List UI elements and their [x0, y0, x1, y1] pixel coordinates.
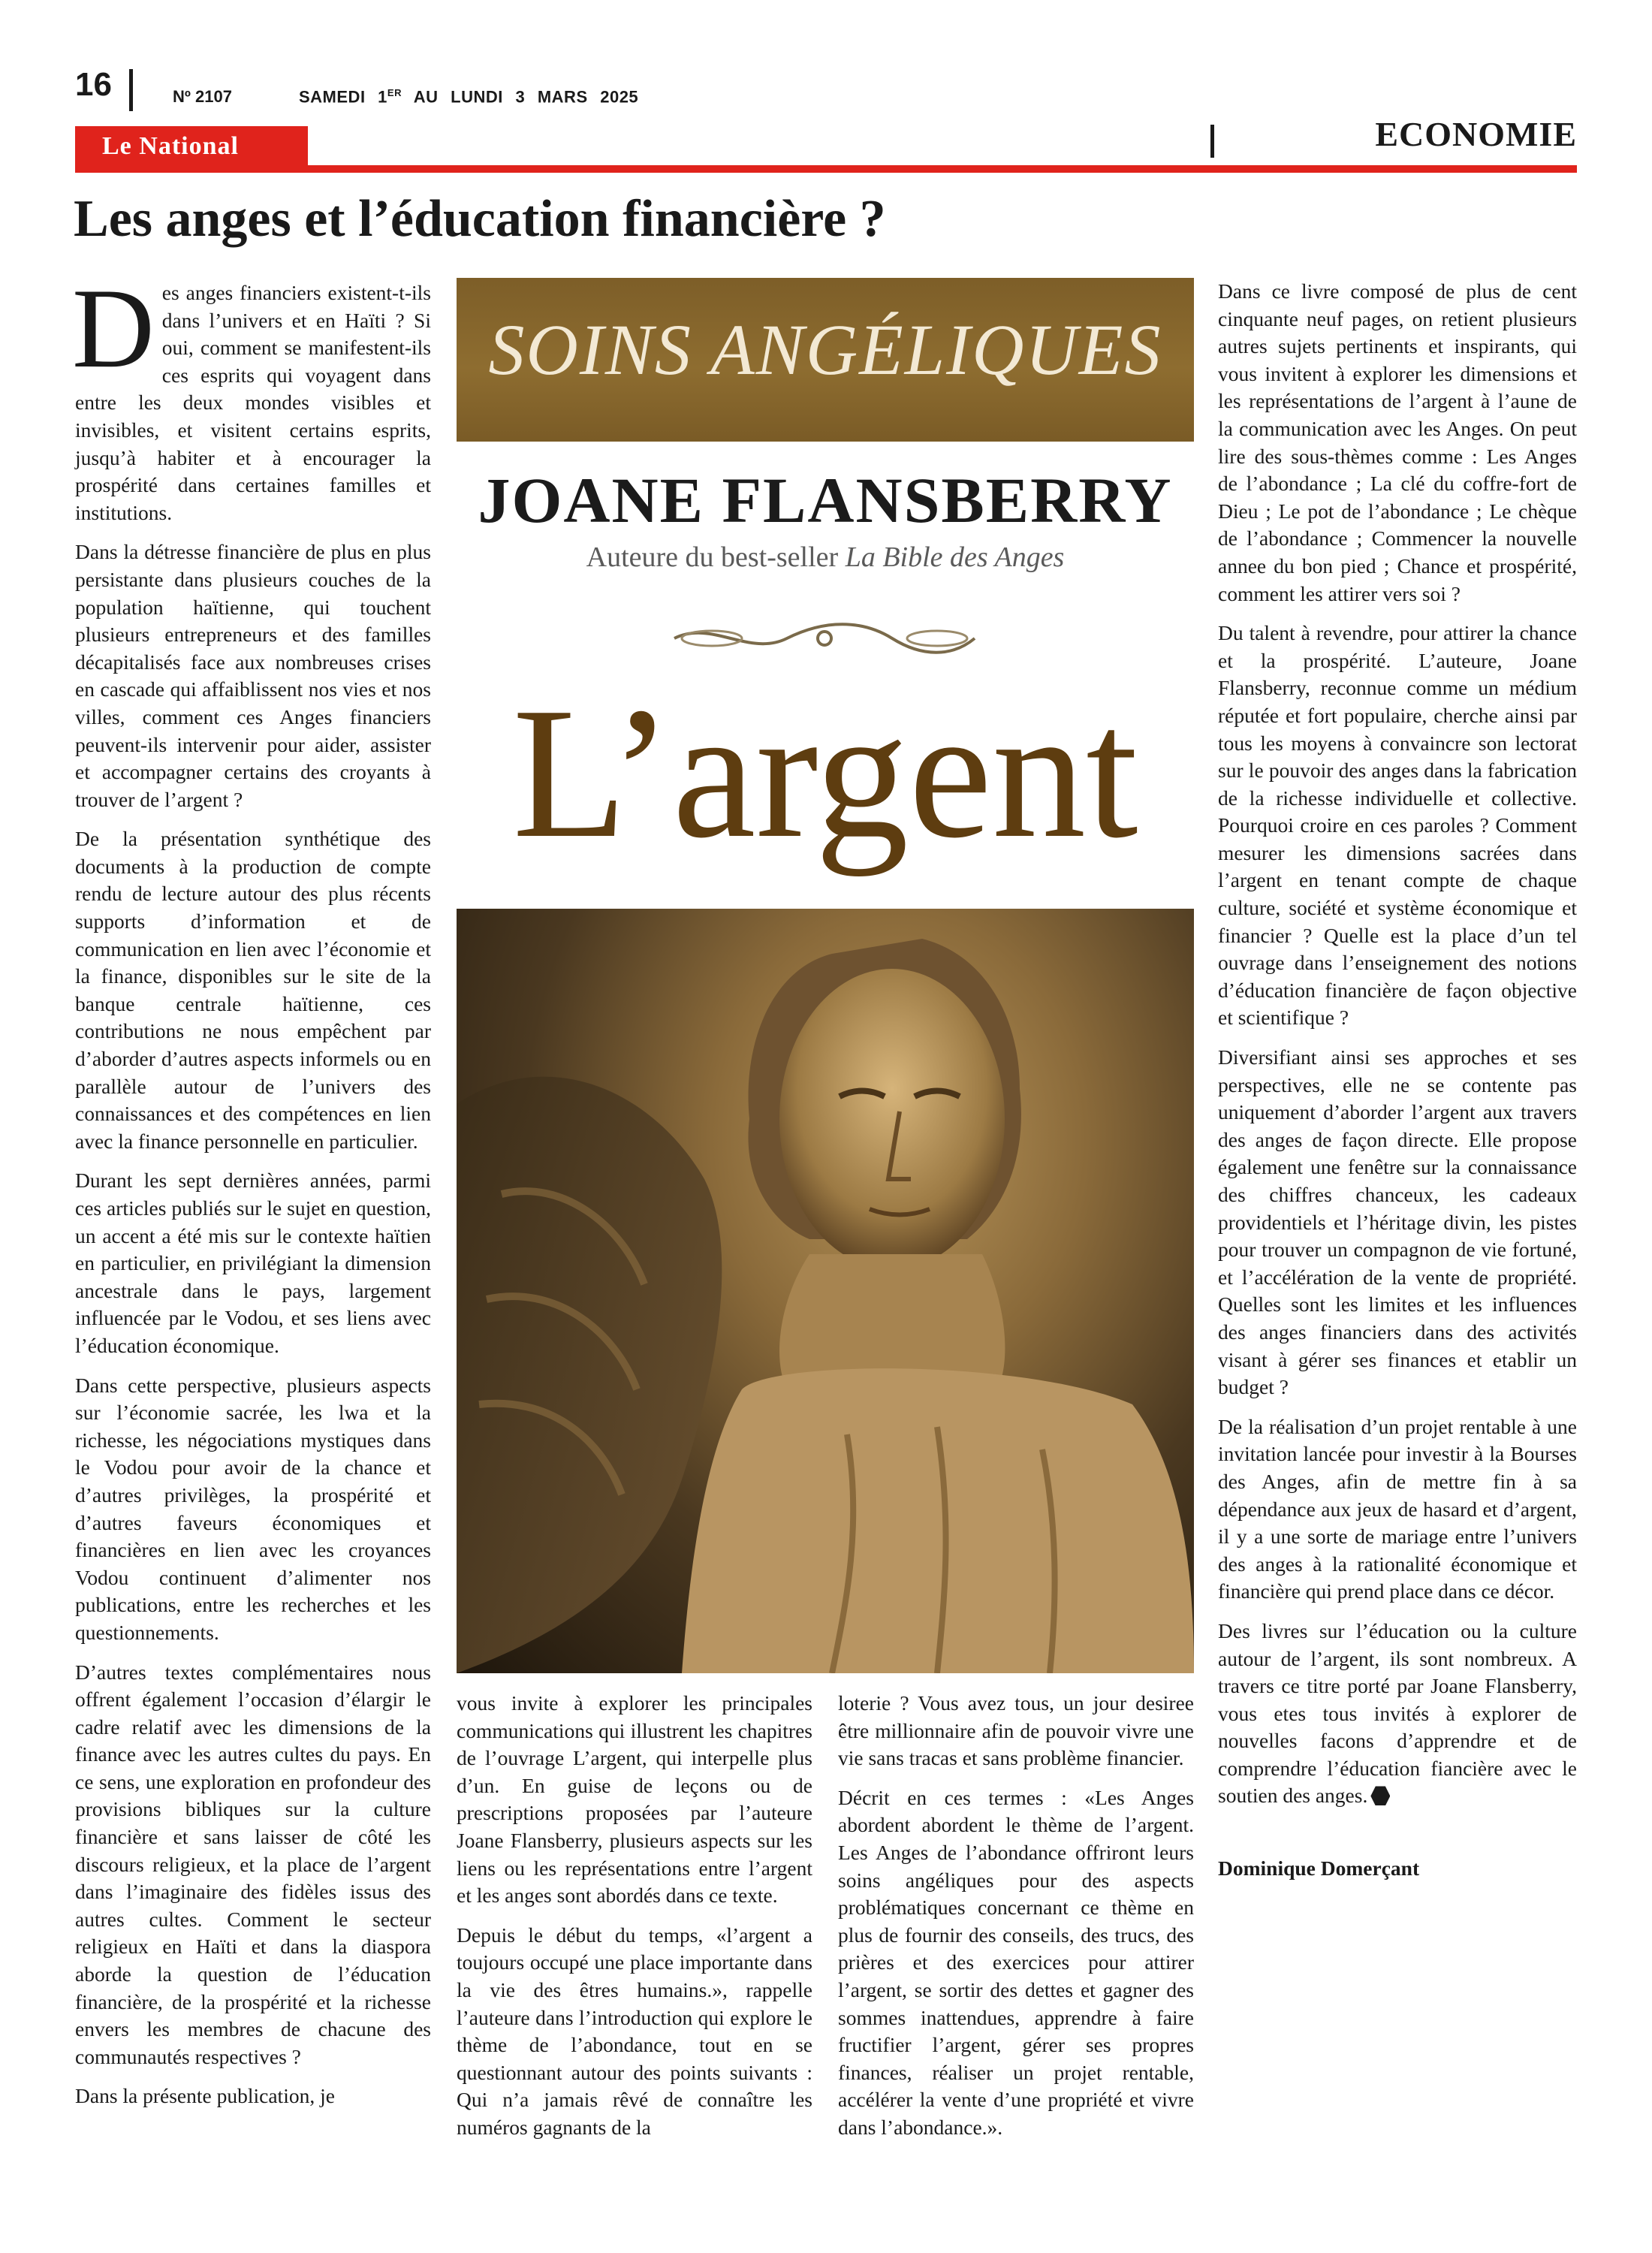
paragraph: Décrit en ces termes : «Les Anges abordent abordent le thème de l’argent. Les Anges de l’abondance offriront leurs soins angéliques pour des aspects problématiques concernant ce thème en plus de fournir des conseils, des trucs, des prières et des exercices pour attirer l’argent, se sortir des dettes et gagner des sommes inattendues, apprendre à faire fructifier l’argent, gérer ses propres finances, réaliser un projet rentable, accélérer la vente d’une propriété et vivre dans l’abondance.». — [838, 1785, 1194, 2139]
paragraph: De la réalisation d’un projet rentable à une invitation lancée pour investir à la Bourses des Anges, afin de mettre fin à sa dépendance aux jeux de hasard et d’argent, il y a une sorte de mariage entre l’univers des anges à la rationalité économique et financière qui prend place dans ce décor. — [1218, 1414, 1577, 1603]
article-author: Dominique Domerçant — [1218, 1856, 1420, 1881]
section-divider — [1210, 125, 1214, 158]
date-end: AU LUNDI 3 MARS 2025 — [401, 87, 639, 107]
paragraph: Diversifiant ainsi ses approches et ses perspectives, elle ne se contente pas uniquement d’aborder l’argent aux travers des anges de façon directe. Elle propose également une fenêtre sur la connaissance des chiffres chanceux, les cadeaux providentiels et l’héritage divin, les pistes pour trouver un compagnon de vie fortuné, et l’accélération de la vente de propriété. Quelles sont les limites et les influences des anges financiers dans des activités visant à gérer ses finances et etablir un budget ? — [1218, 1045, 1577, 1399]
paragraph: Dans la détresse financière de plus en plus persistante dans plusieurs couches de la population haïtienne, qui touchent plusieurs entrepreneurs et des familles décapitalisés face aux nombreuses crises en cascade qui affaiblissent nos vies et nos villes, comment ces Anges financiers peuvent-ils intervenir pour aider, assister et accompagner certains des croyants à trouver de l’argent ? — [75, 540, 431, 811]
cover-subtitle-prefix: Auteure du best-seller — [586, 541, 846, 573]
paragraph: Dans cette perspective, plusieurs aspects sur l’économie sacrée, les lwa et la richesse, les négociations mystiques dans le Vodou pour avoir de la chance et d’autres privilèges, la prospérité et d’autres faveurs économiques et financières en lien avec les croyances Vodou continuent d’alimenter nos publications, entre les recherches et les questionnements. — [75, 1373, 431, 1644]
paragraph: De la présentation synthétique des documents à la production de compte rendu de lecture autour des plus récents supports d’information et de communication en lien avec l’économie et la finance, disponibles sur le site de la banque centrale haïtienne, ces contributions ne nous empêchent par d’aborder d’autres aspects informels ou en parallèle autour de l’univers des connaissances et des compétences en lien avec la finance personnelle en particulier. — [75, 827, 431, 1153]
paragraph: Du talent à revendre, pour attirer la chance et la prospérité. L’auteure, Joane Flansberry, reconnue comme un médium réputée et fort populaire, cherche ainsi par tous les moyens à convaincre son lectorat sur le pouvoir des anges dans la fabrication de la richesse individuelle et collective. Pourquoi croire en ces paroles ? Comment mesurer les dimensions sacrées dans l’argent en tenant compte de chaque culture, société et système économique et financier ? Quelle est la place d’un tel ouvrage dans l’enseignement des notions d’éducation financière de façon objective et scientifique ? — [1218, 621, 1577, 1030]
paragraph: loterie ? Vous avez tous, un jour desiree être millionnaire afin de pouvoir vivre une vie sans tracas et sans problème financier. — [838, 1691, 1194, 1770]
date-superscript: ER — [387, 87, 402, 98]
date-start: SAMEDI 1 — [299, 87, 387, 107]
paragraph: Durant les sept dernières années, parmi ces articles publiés sur le sujet en question, un accent a été mis sur le contexte haïtien en particulier, en privilégiant la dimension ancestrale dans le pays, largement influencée par le Vodou, et ses liens avec l’éducation économique. — [75, 1169, 431, 1357]
paragraph: Dans la présente publication, je — [75, 2084, 335, 2108]
page-number: 16 — [75, 66, 112, 103]
article-column-2 — [457, 1690, 812, 2154]
end-mark-icon — [1370, 1786, 1390, 1805]
paragraph-text: es anges financiers existent-t-ils dans l’univers et en Haïti ? Si oui, comment se manifestent-ils ces esprits qui voyagent dans entre les deux mondes visibles et invisibles, et visitent certains esprits, jusqu’à habiter et à encourager la prospérité dans certaines familles et institutions. — [75, 281, 431, 524]
paragraph-text: Des livres sur l’éducation ou la culture autour de l’argent, ils sont nombreux. A travers ce titre porté par Joane Flansberry, vous etes tous invités à explorer de nouvelles facons d’apprendre et de comprendre l’éducation fiancière avec le soutien des anges. — [1218, 1618, 1577, 1808]
ornament-icon — [667, 616, 982, 661]
dateline — [299, 87, 638, 107]
article-headline: Les anges et l’éducation financière ? — [74, 190, 886, 248]
cover-title: L’argent — [512, 669, 1138, 877]
issue-number: Nº 2107 — [173, 87, 232, 106]
paragraph: Depuis le début du temps, «l’argent a toujours occupé une place importante dans la vie des êtres humains.», rappelle l’auteure dans l’introduction qui explore le thème de l’abondance, tout en se questionnant autour des points suivants : Qui n’a jamais rêvé de connaître les numéros gagnants de la — [457, 1923, 812, 2139]
paragraph — [1218, 1618, 1577, 1810]
paragraph: Dans ce livre composé de plus de cent cinquante neuf pages, on retient plusieurs autres sujets pertinents et inspirants, qui vous invitent à explorer les dimensions et les représentations de l’argent à l’aune de la communication avec les Anges. On peut lire des sous-thèmes comme : Les Anges de l’abondance ; La clé du coffre-fort de Dieu ; Le pot de l’abondance ; Le chèque de l’abondance ; Commencer la nouvelle annee du bon pied ; Chance et prospérité, comment les attirer vers soi ? — [1218, 279, 1577, 605]
article-column-4 — [1218, 278, 1577, 1895]
cover-series-title: SOINS ANGÉLIQUES — [488, 309, 1162, 390]
paragraph: D’autres textes complémentaires nous offrent également l’occasion d’élargir le cadre relatif avec les dimensions de la finance avec les autres cultes du pays. En ce sens, une exploration en profondeur des provisions bibliques sur la culture financière et sans laisser de côté les discours religieux, et la place de l’argent dans l’imaginaire des fidèles issus des autres cultes. Comment le secteur religieux en Haïti et dans la diaspora aborde la question de l’éducation financière, de la prospérité et la richesse envers les membres de chacune des communautés respectives ? — [75, 1660, 431, 2068]
page-number-divider — [129, 69, 133, 111]
paragraph: vous invite à explorer les principales communications qui illustrent les chapitres de l’ouvrage L’argent, qui interpelle plus d’un. En guise de leçons ou de prescriptions proposées par l’auteure Joane Flansberry, plusieurs aspects sur les liens ou les représentations entre l’argent et les anges sont abordés dans ce texte. — [457, 1691, 812, 1908]
header-rule — [75, 165, 1577, 173]
cover-subtitle — [457, 541, 1194, 574]
paragraph — [72, 265, 431, 526]
drop-cap: D — [72, 265, 155, 391]
angel-statue-illustration — [457, 909, 1194, 1673]
cover-subtitle-book: La Bible des Anges — [845, 541, 1065, 573]
section-title: ECONOMIE — [1375, 115, 1577, 153]
article-column-3 — [838, 1690, 1194, 2154]
cover-author: JOANE FLANSBERRY — [478, 464, 1173, 536]
publication-name: Le National — [102, 132, 239, 160]
angel-statue-photo — [457, 909, 1194, 1673]
article-column-1 — [72, 265, 431, 2122]
book-cover-image — [457, 278, 1194, 1673]
